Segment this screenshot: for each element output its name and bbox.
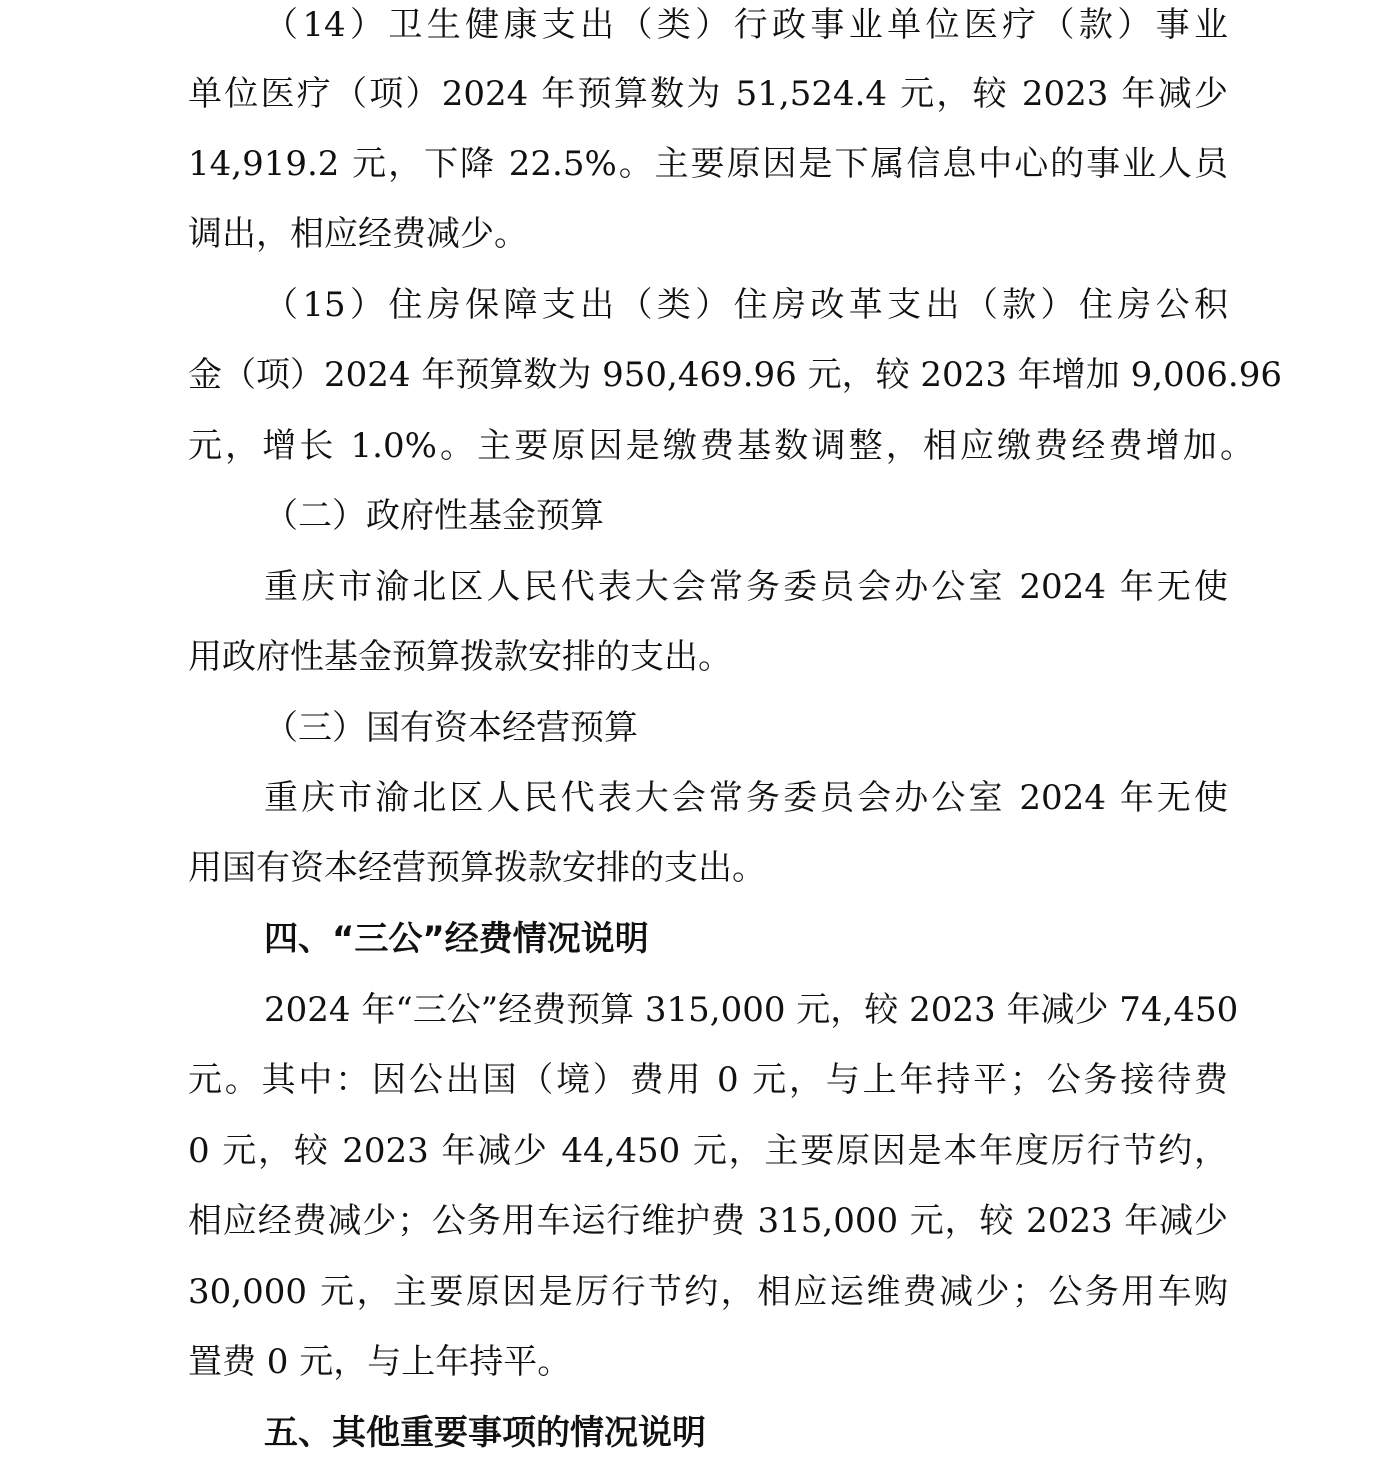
- paragraph-15-line-3: 元，增长 1.0%。主要原因是缴费基数调整，相应缴费经费增加。: [188, 426, 1254, 466]
- three-public-line-1: 2024 年“三公”经费预算 315,000 元，较 2023 年减少 74,450: [264, 990, 1239, 1030]
- paragraph-14-line-4: 调出，相应经费减少。: [188, 214, 528, 254]
- three-public-line-5: 30,000 元，主要原因是厉行节约，相应运维费减少；公务用车购: [188, 1272, 1228, 1312]
- government-fund-line-1: 重庆市渝北区人民代表大会常务委员会办公室 2024 年无使: [264, 567, 1228, 607]
- section-heading-state-capital: （三）国有资本经营预算: [264, 708, 638, 748]
- three-public-line-6: 置费 0 元，与上年持平。: [188, 1342, 572, 1382]
- three-public-line-3: 0 元，较 2023 年减少 44,450 元，主要原因是本年度厉行节约，: [188, 1131, 1228, 1171]
- state-capital-line-1: 重庆市渝北区人民代表大会常务委员会办公室 2024 年无使: [264, 778, 1228, 818]
- paragraph-14-line-2: 单位医疗（项）2024 年预算数为 51,524.4 元，较 2023 年减少: [188, 74, 1228, 114]
- government-fund-line-2: 用政府性基金预算拨款安排的支出。: [188, 637, 732, 677]
- paragraph-15-line-2: 金（项）2024 年预算数为 950,469.96 元，较 2023 年增加 9,006.96: [188, 355, 1282, 395]
- three-public-line-2: 元。其中：因公出国（境）费用 0 元，与上年持平；公务接待费: [188, 1060, 1228, 1100]
- paragraph-14-line-1: （14）卫生健康支出（类）行政事业单位医疗（款）事业: [264, 5, 1228, 45]
- state-capital-line-2: 用国有资本经营预算拨款安排的支出。: [188, 848, 766, 888]
- paragraph-14-line-3: 14,919.2 元，下降 22.5%。主要原因是下属信息中心的事业人员: [188, 144, 1228, 184]
- chapter-heading-three-public: 四、“三公”经费情况说明: [264, 919, 649, 959]
- section-heading-government-fund: （二）政府性基金预算: [264, 496, 604, 536]
- three-public-line-4: 相应经费减少；公务用车运行维护费 315,000 元，较 2023 年减少: [188, 1201, 1228, 1241]
- paragraph-15-line-1: （15）住房保障支出（类）住房改革支出（款）住房公积: [264, 285, 1228, 325]
- chapter-heading-other-matters: 五、其他重要事项的情况说明: [264, 1413, 706, 1453]
